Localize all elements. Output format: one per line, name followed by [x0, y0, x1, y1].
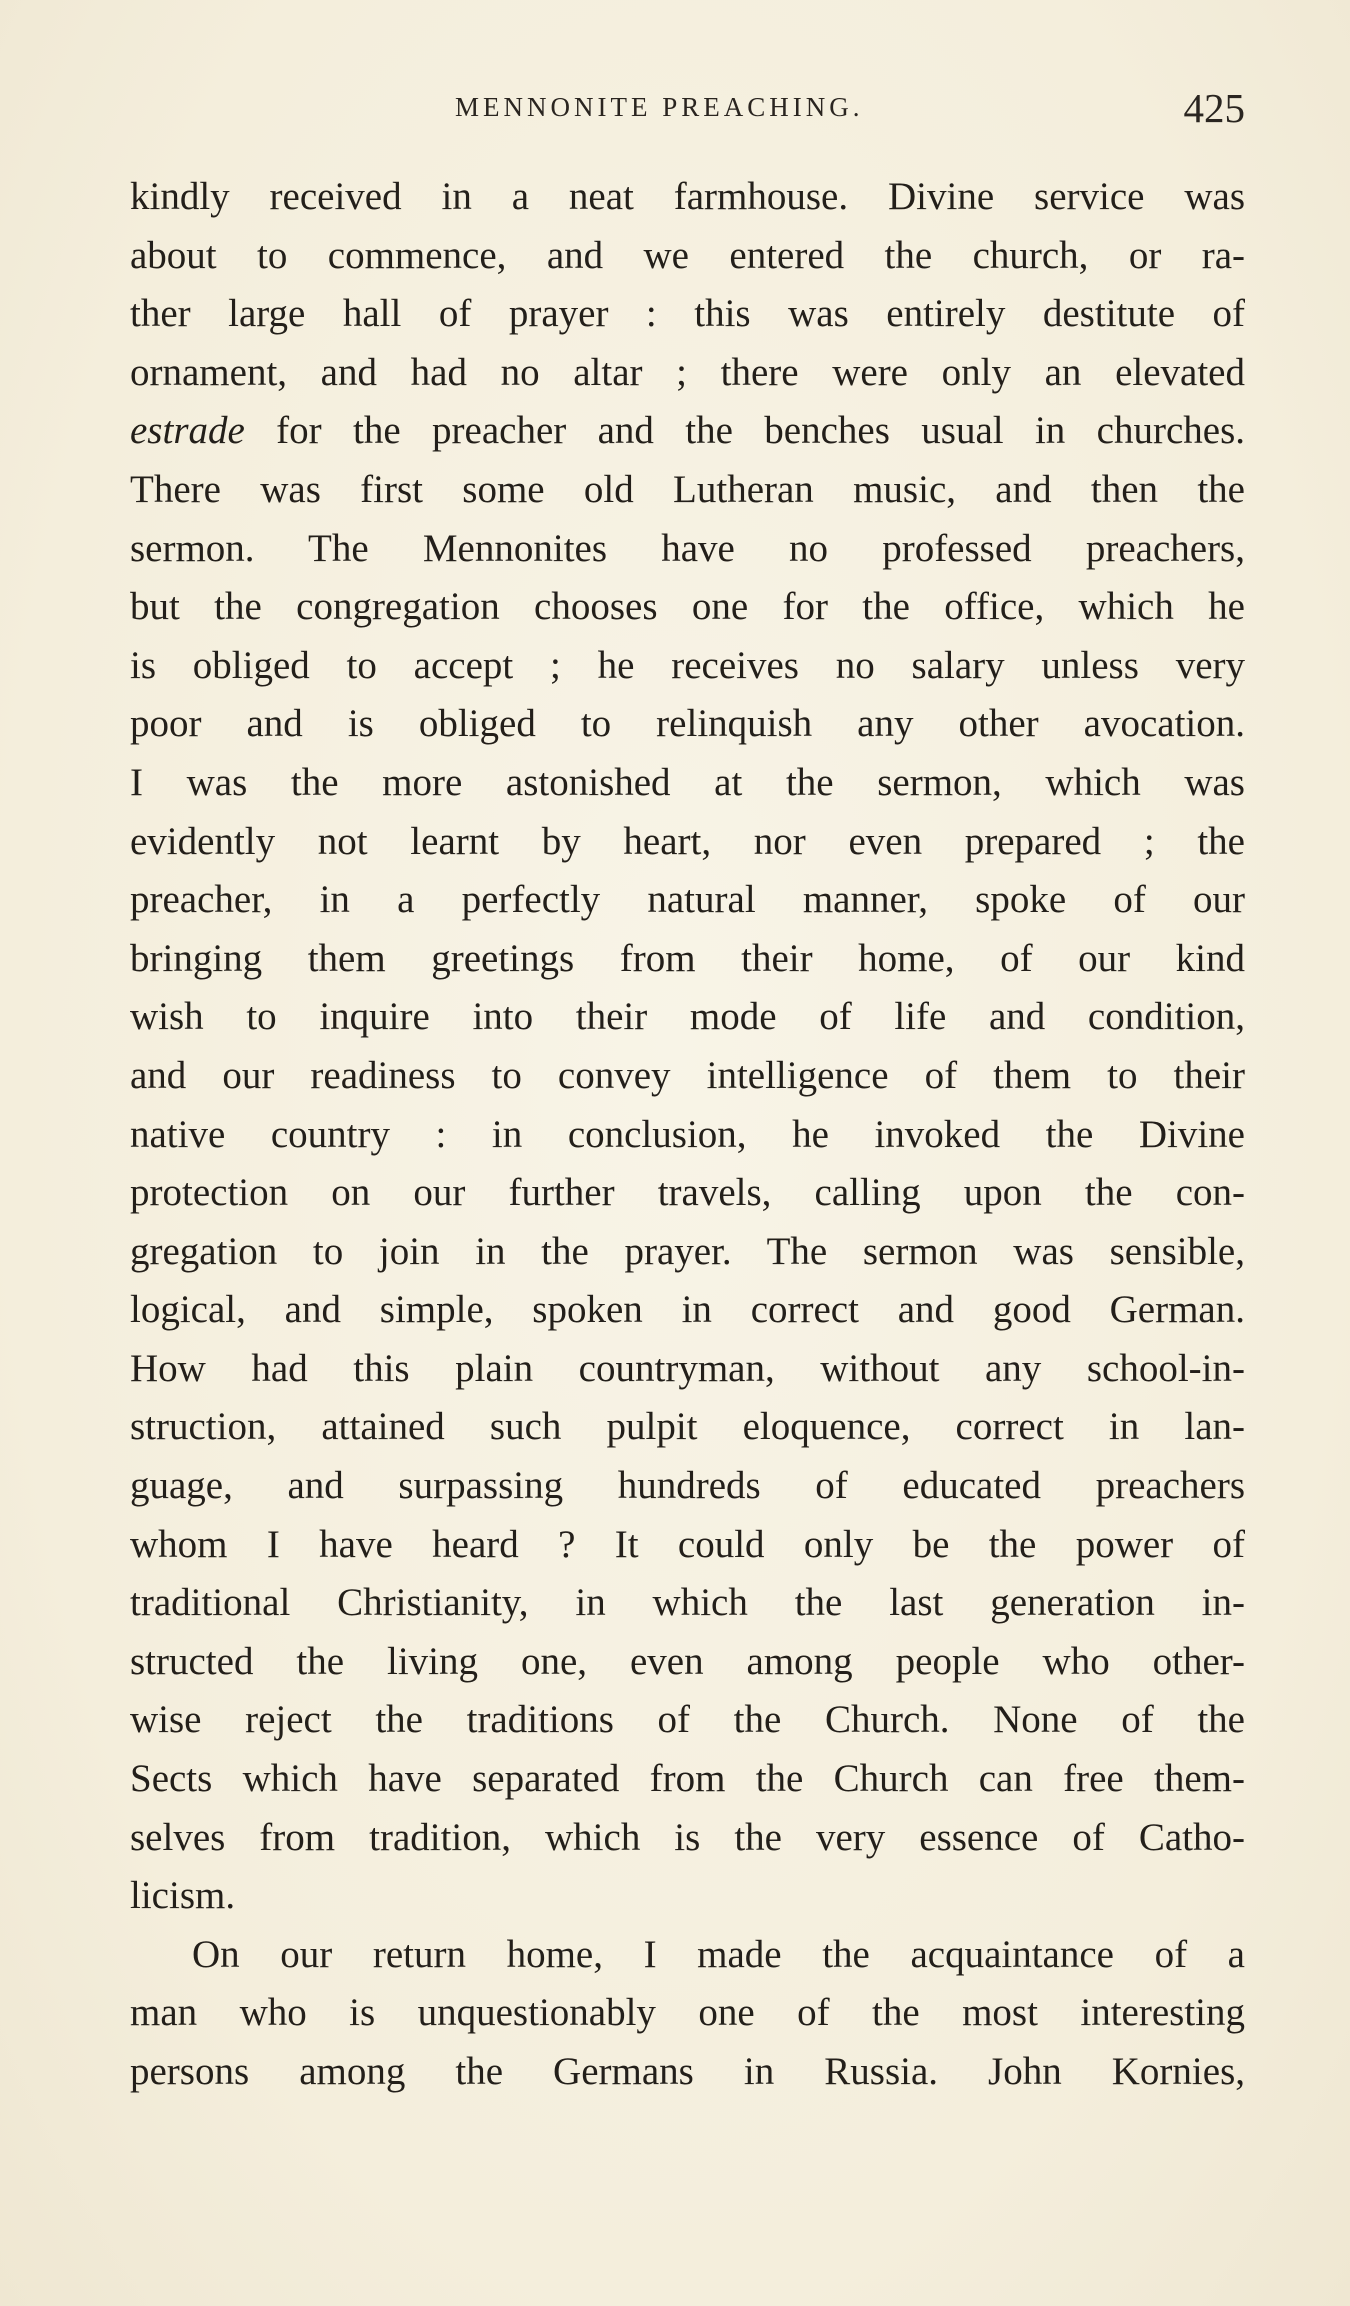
text-line: and our readiness to convey intelligence of them to their [130, 1053, 1245, 1097]
text-line: poor and is obliged to relinquish any other avocation. [130, 702, 1245, 746]
text-line: preacher, in a perfectly natural manner, spoke of our [130, 878, 1245, 922]
text-line: ther large hall of prayer : this was entirely destitute of [130, 292, 1245, 336]
text-line: traditional Christianity, in which the last generation in- [130, 1581, 1245, 1625]
text-line: about to commence, and we entered the church, or ra- [130, 233, 1245, 277]
text-line: is obliged to accept ; he receives no salary unless very [130, 643, 1245, 687]
paragraph [130, 168, 1245, 1926]
text-line [130, 402, 1245, 461]
text-line: How had this plain countryman, without any school-in- [130, 1346, 1245, 1390]
text-line: ornament, and had no altar ; there were only an elevated [130, 350, 1245, 394]
text-line: but the congregation chooses one for the office, which he [130, 585, 1245, 629]
text-line: protection on our further travels, calling upon the con- [130, 1171, 1245, 1215]
text-line-rest: for the preacher and the benches usual in churches. [244, 409, 1245, 453]
text-line: wise reject the traditions of the Church. None of the [130, 1698, 1245, 1742]
text-line: persons among the Germans in Russia. John Kornies, [130, 2050, 1245, 2093]
text-line: evidently not learnt by heart, nor even prepared ; the [130, 819, 1245, 863]
text-line: gregation to join in the prayer. The sermon was sensible, [130, 1229, 1245, 1273]
italic-term: estrade [130, 409, 245, 453]
text-line: On our return home, I made the acquaintance of a [192, 1932, 1245, 1976]
text-line: wish to inquire into their mode of life and condition, [130, 995, 1245, 1039]
text-line: guage, and surpassing hundreds of educated preachers [130, 1464, 1245, 1508]
page-number: 425 [1183, 85, 1245, 131]
text-line: kindly received in a neat farmhouse. Divine service was [130, 175, 1245, 218]
text-line: whom I have heard ? It could only be the power of [130, 1522, 1245, 1566]
text-line: struction, attained such pulpit eloquence, correct in lan- [130, 1405, 1245, 1449]
text-line: sermon. The Mennonites have no professed preachers, [130, 526, 1245, 570]
body-text [130, 168, 1245, 2102]
text-line: structed the living one, even among people who other- [130, 1639, 1245, 1683]
page-header [130, 84, 1245, 134]
text-line: Sects which have separated from the Church can free them- [130, 1757, 1245, 1801]
running-head: MENNONITE PREACHING. [455, 92, 864, 122]
text-line: man who is unquestionably one of the most interesting [130, 1991, 1245, 2035]
text-line: There was first some old Lutheran music, and then the [130, 467, 1245, 511]
text-line: selves from tradition, which is the very essence of Catho- [130, 1815, 1245, 1859]
text-line: licism. [130, 1874, 236, 1918]
text-line: native country : in conclusion, he invoked the Divine [130, 1112, 1245, 1156]
text-line: bringing them greetings from their home, of our kind [130, 936, 1245, 980]
paragraph [130, 1926, 1245, 2102]
text-line: I was the more astonished at the sermon, which was [130, 760, 1245, 804]
text-line: logical, and simple, spoken in correct and good German. [130, 1288, 1245, 1332]
